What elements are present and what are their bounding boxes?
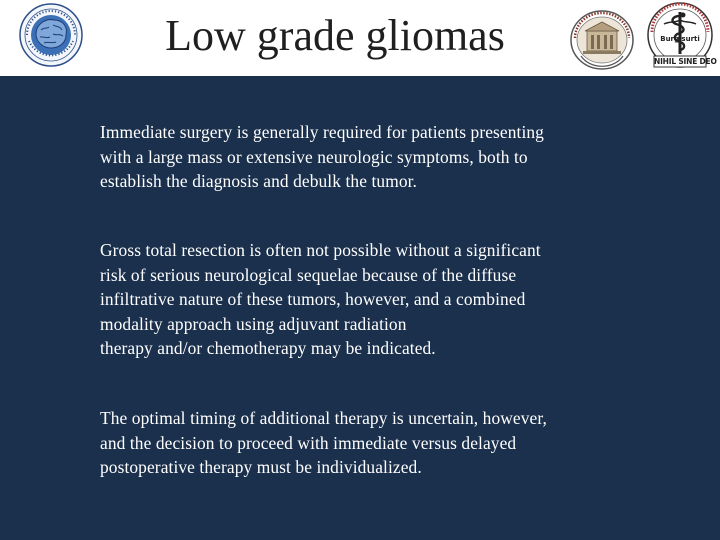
paragraph-line: The optimal timing of additional therapy is uncertain, however, (100, 408, 548, 428)
brain-society-logo-icon (19, 3, 83, 67)
paragraph-line: Gross total resection is often not possible without a significant (100, 240, 541, 260)
paragraph-line: infiltrative nature of these tumors, however, and a combined (100, 289, 526, 309)
paragraph-resection-limits (100, 238, 640, 361)
paragraph-line: risk of serious neurological sequelae because of the diffuse (100, 264, 517, 285)
paragraph-line: Immediate surgery is generally required for patients presenting (100, 122, 544, 142)
paragraph-line: therapy and/or chemotherapy may be indicated. (100, 338, 436, 358)
college-building-seal-icon (569, 9, 635, 71)
logo-banner-text: NIHIL SINE DEO (654, 57, 717, 66)
slide-header (0, 0, 720, 76)
paragraph-line: modality approach using adjuvant radiation (100, 313, 407, 334)
paragraph-therapy-timing (100, 406, 640, 480)
paragraph-line: postoperative therapy must be individualized. (100, 457, 422, 477)
slide-title: Low grade gliomas (165, 11, 505, 60)
paragraph-line: establish the diagnosis and debulk the tumor. (100, 171, 418, 191)
paragraph-surgery-indication (100, 120, 640, 194)
logo-top-text: Burgisurti (660, 35, 700, 43)
paragraph-line: with a large mass or extensive neurologic symptoms, both to (100, 146, 528, 167)
paragraph-line: and the decision to proceed with immediate versus delayed (100, 432, 517, 453)
